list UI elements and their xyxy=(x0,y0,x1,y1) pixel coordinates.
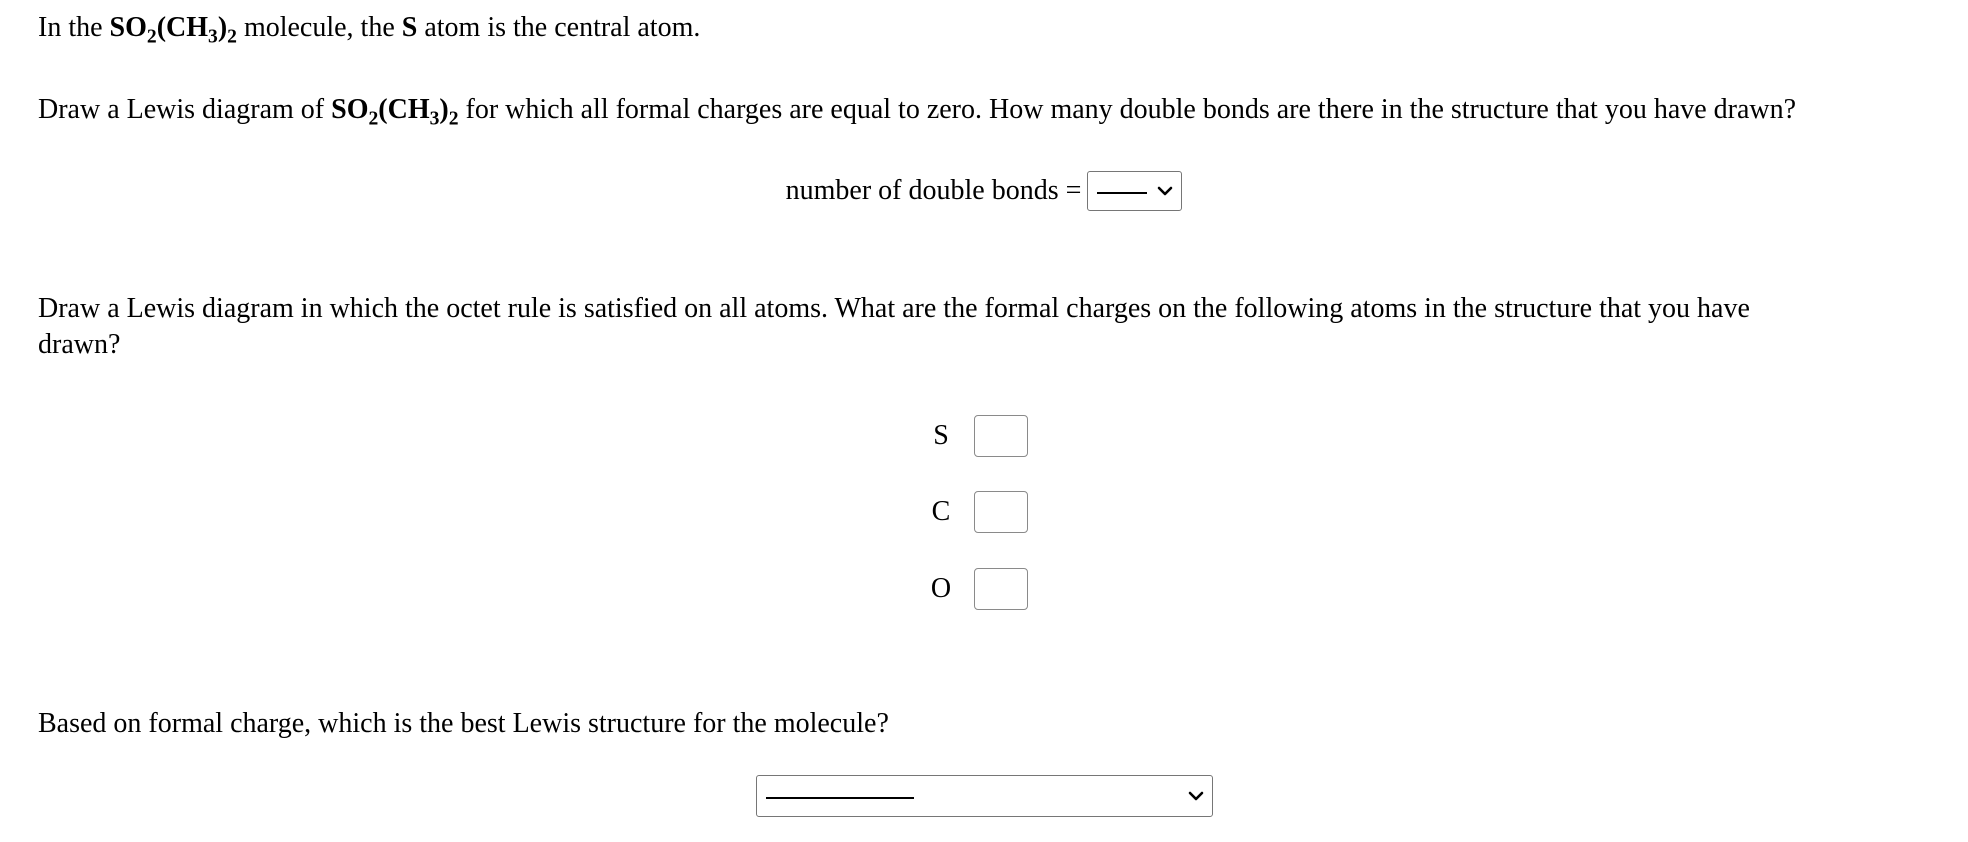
intro-formula: $SO_2(CH_3)_2$ xyxy=(109,12,237,48)
question2-text-continued: drawn? xyxy=(38,329,121,360)
formal-charge-label-o: O xyxy=(930,573,952,604)
formal-charge-input-c[interactable] xyxy=(974,491,1028,533)
double-bonds-label: number of double bonds = xyxy=(785,175,1082,206)
formal-charge-label-s: S xyxy=(933,420,949,451)
best-structure-select[interactable] xyxy=(756,775,1213,817)
formal-charge-label-c: C xyxy=(931,496,951,527)
chevron-down-icon xyxy=(1188,791,1204,801)
double-bonds-select[interactable] xyxy=(1087,171,1182,211)
double-bonds-answer-row xyxy=(0,171,1968,211)
question2-text: Draw a Lewis diagram in which the octet rule is satisfied on all atoms. What are the formal charges on the following atoms in the structure that you have xyxy=(38,293,1750,324)
formal-charge-row-s xyxy=(926,415,1028,457)
formal-charge-row-o xyxy=(926,568,1028,610)
double-bonds-select-value xyxy=(1097,192,1147,194)
best-structure-select-value xyxy=(766,797,914,799)
chevron-down-icon xyxy=(1157,186,1173,196)
question3-text: Based on formal charge, which is the best Lewis structure for the molecule? xyxy=(38,708,889,739)
question1-formula: $SO_2(CH_3)_2$ xyxy=(331,94,459,130)
formal-charge-row-c xyxy=(926,491,1028,533)
formal-charge-input-o[interactable] xyxy=(974,568,1028,610)
question1-text: Draw a Lewis diagram of $SO_2(CH_3)_2$ for which all formal charges are equal to zero. How many double bonds are there in the structure that you have drawn? xyxy=(38,94,1797,130)
best-structure-row xyxy=(0,775,1968,817)
intro-text: In the $SO_2(CH_3)_2$ molecule, the S atom is the central atom. xyxy=(38,12,701,48)
formal-charge-input-s[interactable] xyxy=(974,415,1028,457)
